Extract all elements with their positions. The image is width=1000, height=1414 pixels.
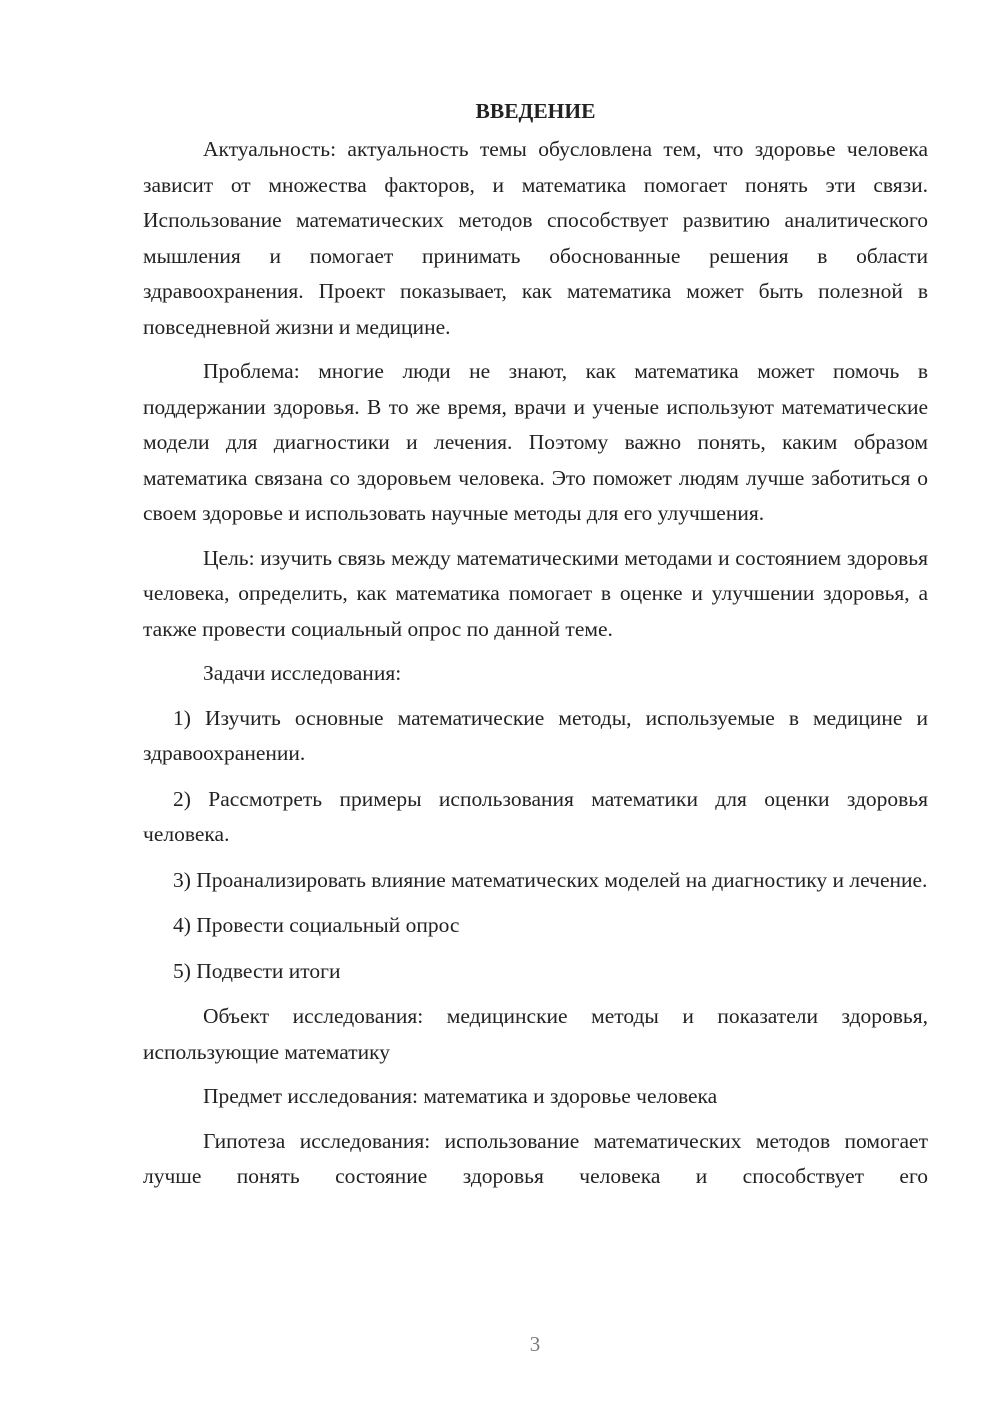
object-paragraph: Объект исследования: медицинские методы и показатели здоровья, использующие математику [143,1004,928,1064]
task-item-3: 3) Проанализировать влияние математических моделей на диагностику и лечение. [173,867,928,892]
page-number: 3 [529,1332,541,1356]
tasks-heading: Задачи исследования: [203,661,402,685]
section-title: ВВЕДЕНИЕ [475,99,596,123]
goal-paragraph: Цель: изучить связь между математическими методами и состоянием здоровья человека, определить, как математика помогает в оценке и улучшении здоровья, а также провести социальный опрос по данной теме. [143,545,928,641]
hypothesis-paragraph: Гипотеза исследования: использование математических методов помогает лучше понять состояние здоровья человека и способствует его [143,1128,928,1188]
task-item-2: 2) Рассмотреть примеры использования математики для оценки здоровья человека. [143,786,928,846]
page-content [143,92,928,1195]
relevance-paragraph: Актуальность: актуальность темы обусловлена тем, что здоровье человека зависит от множества факторов, и математика помогает понять эти связи. Использование математических методов способствует развитию аналитического мышления и помогает принимать обоснованные решения в области здравоохранения. Проект показывает, как математика может быть полезной в повседневной жизни и медицине. [143,137,928,339]
task-item-4: 4) Провести социальный опрос [173,913,460,937]
task-item-1: 1) Изучить основные математические методы, используемые в медицине и здравоохранении. [143,705,928,765]
problem-paragraph: Проблема: многие люди не знают, как математика может помочь в поддержании здоровья. В то же время, врачи и ученые используют математические модели для диагностики и лечения. Поэтому важно понять, каким образом математика связана со здоровьем человека. Это поможет людям лучше заботиться о своем здоровье и использовать научные методы для его улучшения. [143,359,928,525]
subject-paragraph: Предмет исследования: математика и здоровье человека [203,1084,718,1108]
task-item-5: 5) Подвести итоги [173,958,341,983]
